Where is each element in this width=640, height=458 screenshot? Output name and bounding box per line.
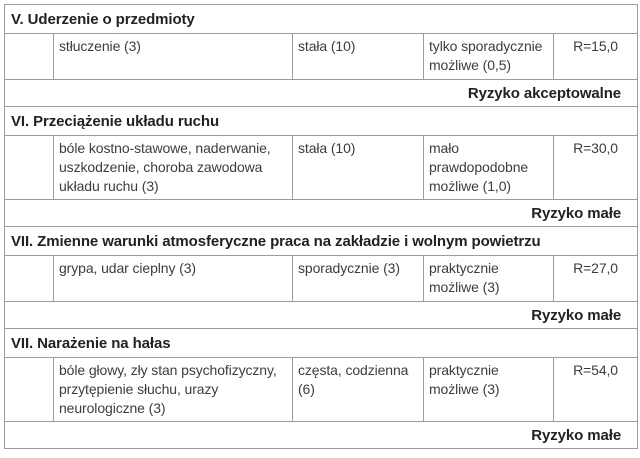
risk-summary-row [5,200,638,227]
risk-summary-row [5,422,638,449]
effects-cell: bóle kostno-stawowe, naderwanie, uszkodzenie, choroba zawodowa układu ruchu (3) [54,136,293,200]
probability-cell: praktycznie możliwe (3) [424,358,554,422]
risk-summary-row [5,302,638,329]
section-title: VI. Przeciążenie układu ruchu [5,107,638,136]
section-row [5,227,638,256]
effects-cell: bóle głowy, zły stan psychofizyczny, przytępienie słuchu, urazy neurologiczne (3) [54,358,293,422]
risk-summary-label: Ryzyko akceptowalne [5,80,638,107]
indicator-cell [5,358,54,422]
probability-cell: tylko sporadycznie możliwe (0,5) [424,34,554,80]
section-row [5,329,638,358]
risk-value-cell: R=15,0 [554,34,638,80]
risk-value-cell: R=27,0 [554,256,638,302]
effects-cell: grypa, udar cieplny (3) [54,256,293,302]
risk-value-cell: R=30,0 [554,136,638,200]
risk-summary-label: Ryzyko małe [5,200,638,227]
exposure-cell: częsta, codzienna (6) [293,358,424,422]
exposure-cell: stała (10) [293,136,424,200]
risk-value-cell: R=54,0 [554,358,638,422]
probability-cell: mało prawdopodobne możliwe (1,0) [424,136,554,200]
probability-cell: praktycznie możliwe (3) [424,256,554,302]
risk-summary-label: Ryzyko małe [5,422,638,449]
hazard-data-row [5,136,638,200]
hazard-data-row [5,256,638,302]
risk-summary-label: Ryzyko małe [5,302,638,329]
section-title: V. Uderzenie o przedmioty [5,5,638,34]
hazard-data-row [5,358,638,422]
indicator-cell [5,136,54,200]
risk-assessment-table [4,4,638,449]
risk-table-body [5,5,638,449]
section-title: VII. Narażenie na hałas [5,329,638,358]
section-title: VII. Zmienne warunki atmosferyczne praca na zakładzie i wolnym powietrzu [5,227,638,256]
hazard-data-row [5,34,638,80]
risk-summary-row [5,80,638,107]
indicator-cell [5,256,54,302]
exposure-cell: stała (10) [293,34,424,80]
indicator-cell [5,34,54,80]
section-row [5,5,638,34]
effects-cell: stłuczenie (3) [54,34,293,80]
exposure-cell: sporadycznie (3) [293,256,424,302]
section-row [5,107,638,136]
